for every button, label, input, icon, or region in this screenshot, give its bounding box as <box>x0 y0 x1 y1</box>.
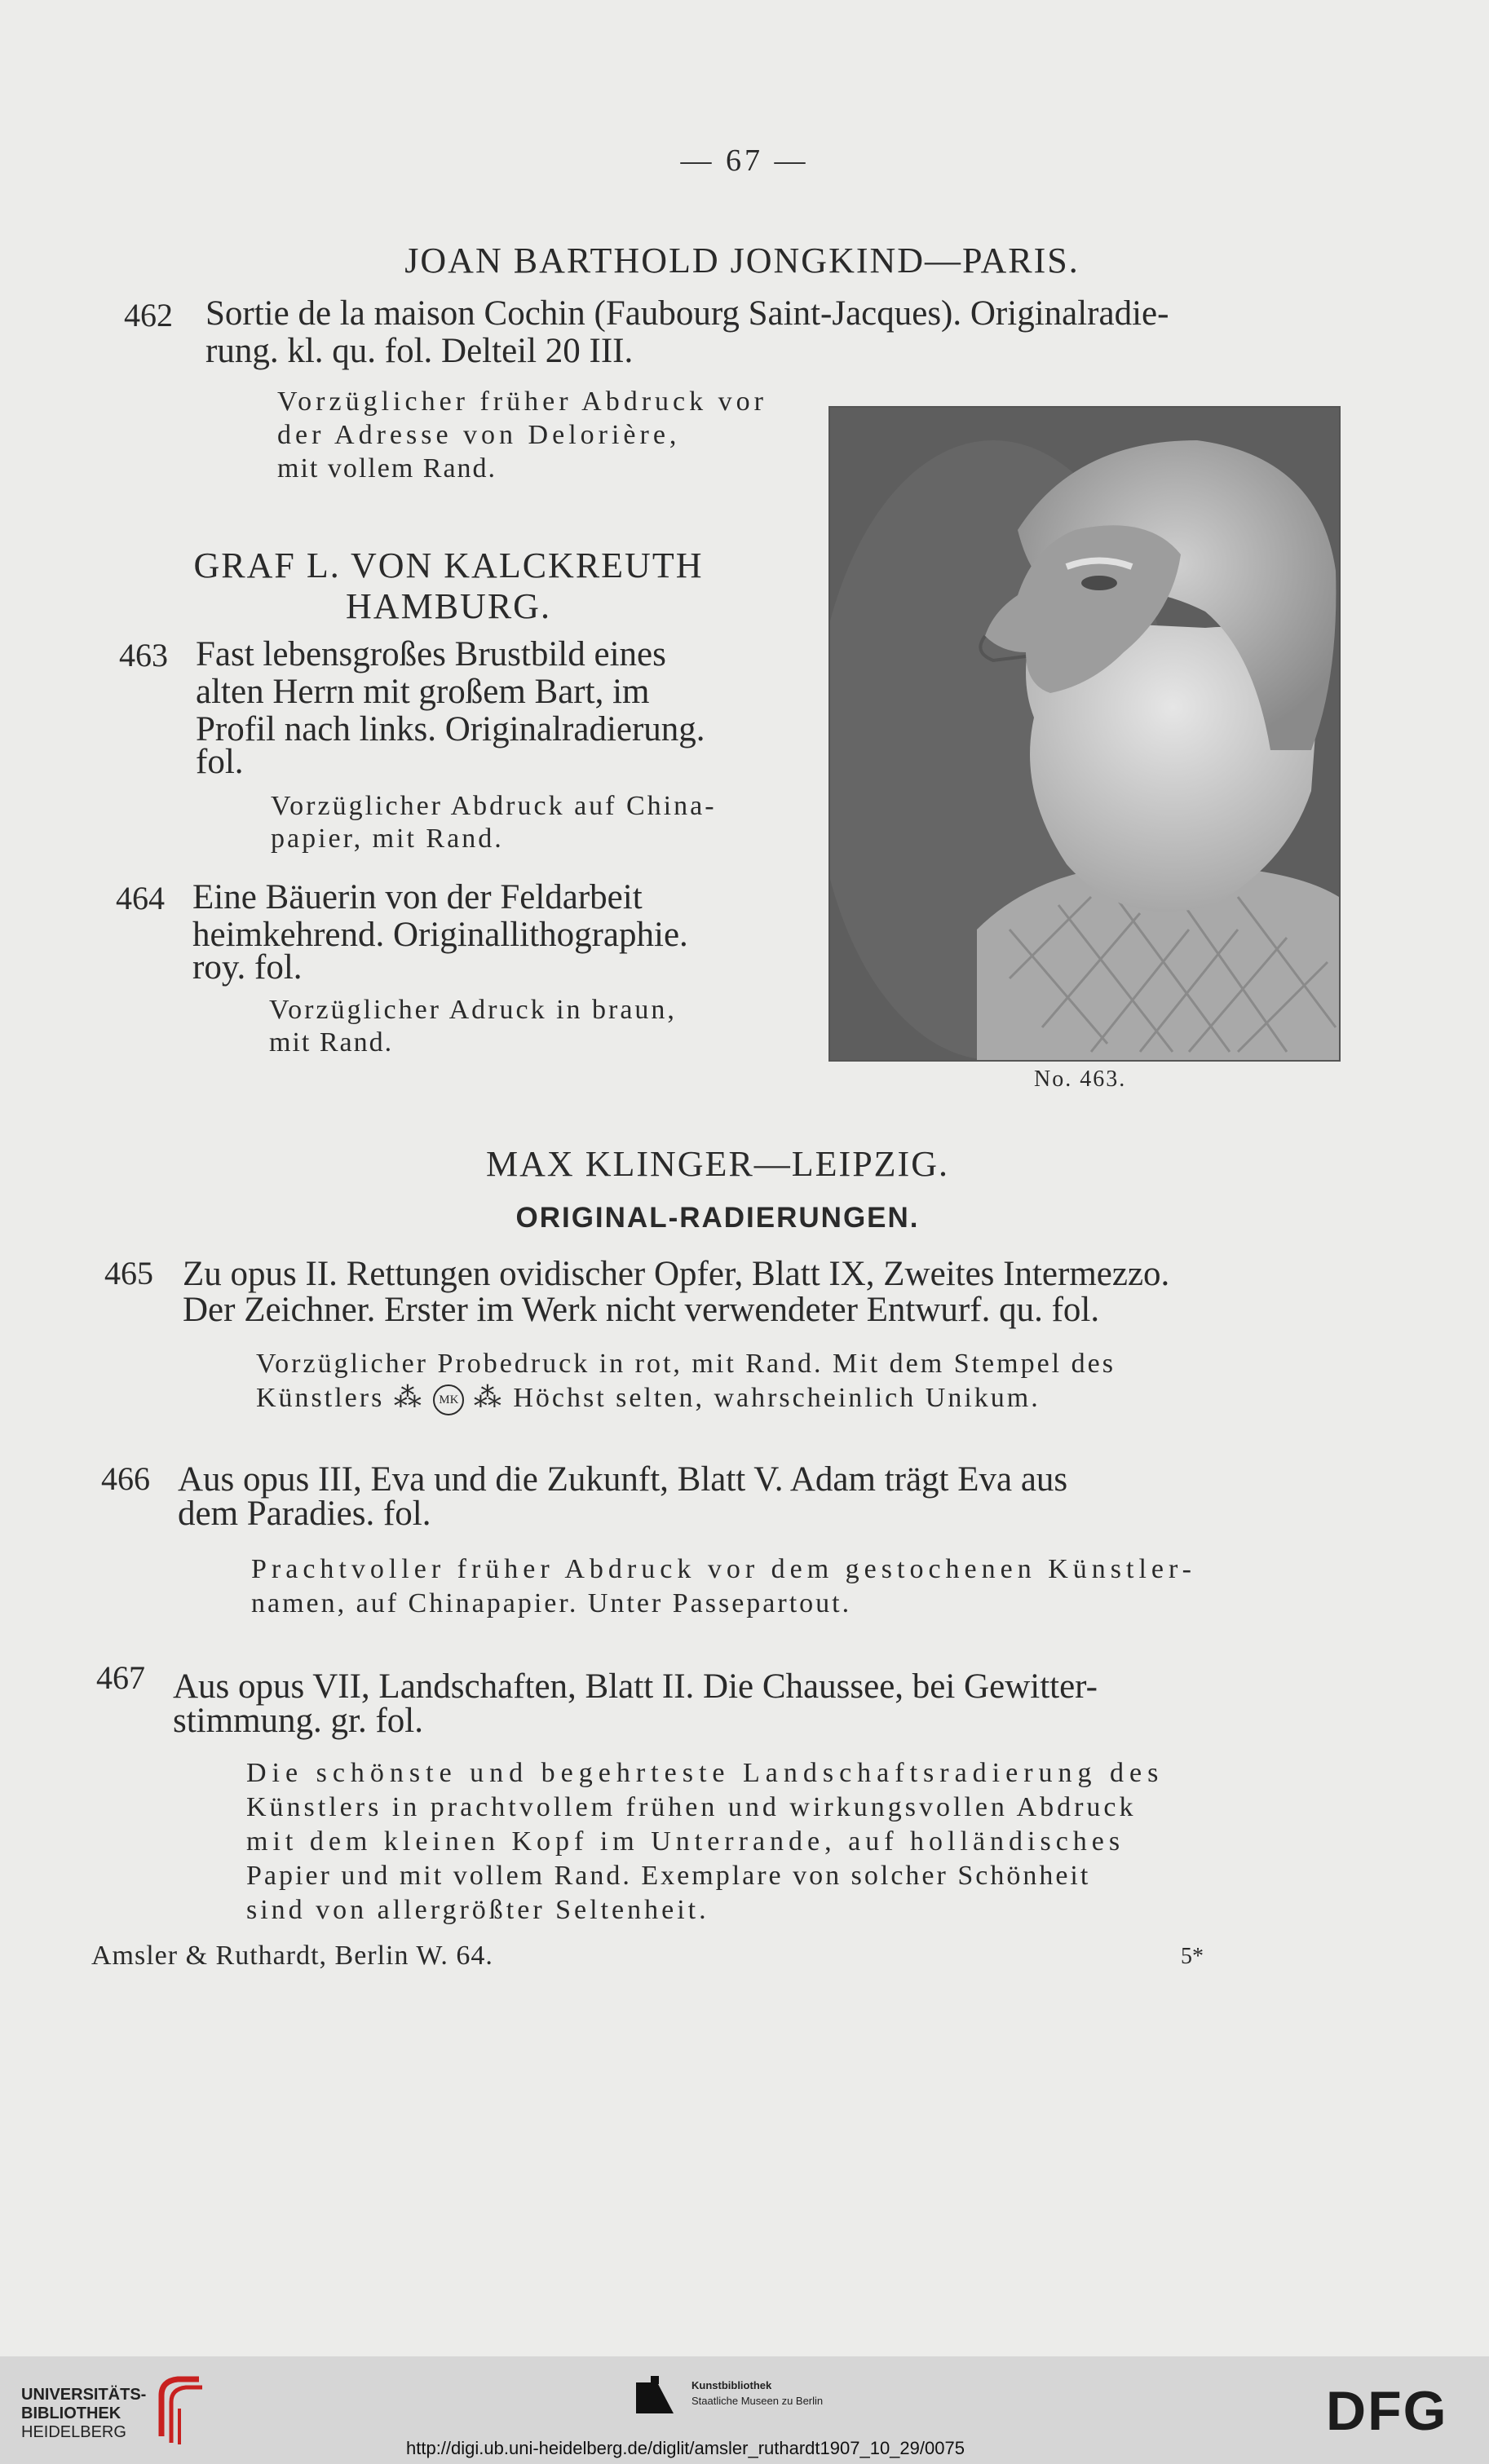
entry-464-note1: Vorzüglicher Adruck in braun, <box>269 995 677 1025</box>
entry-463-line4: fol. <box>196 743 244 781</box>
entry-465-line2: Der Zeichner. Erster im Werk nicht verwendeter Entwurf. qu. fol. <box>183 1291 1100 1329</box>
entry-464-line1: Eine Bäuerin von der Feldarbeit <box>192 878 643 916</box>
entry-463-number: 463 <box>119 637 168 673</box>
entry-467-note4: Papier und mit vollem Rand. Exemplare von solcher Schönheit <box>246 1861 1091 1891</box>
entry-465-note2 <box>256 1381 1041 1415</box>
entry-467-note1: Die schönste und begehrteste Landschaftsradierung des <box>246 1758 1164 1788</box>
entry-467-line2: stimmung. gr. fol. <box>173 1702 423 1740</box>
kunstbibliothek-line1: Kunstbibliothek <box>691 2379 772 2391</box>
entry-465-note2-end: ⁂ Höchst selten, wahrscheinlich Unikum. <box>473 1383 1041 1413</box>
entry-463-line3: Profil nach links. Originalradierung. <box>196 710 705 748</box>
portrait-illustration <box>830 408 1339 1060</box>
viewer-bottom-bar <box>0 2356 1489 2464</box>
entry-466-note1: Prachtvoller früher Abdruck vor dem gestochenen Künstler- <box>251 1554 1196 1584</box>
dfg-logo[interactable]: DFG <box>1326 2380 1448 2442</box>
entry-463-line2: alten Herrn mit großem Bart, im <box>196 673 650 711</box>
artist-stamp-icon: MK <box>433 1384 464 1415</box>
entry-464-line2: heimkehrend. Originallithographie. <box>192 916 688 954</box>
entry-464-number: 464 <box>116 880 165 916</box>
entry-464-note2: mit Rand. <box>269 1027 394 1058</box>
entry-467-note2: Künstlers in prachtvollem frühen und wirkungsvollen Abdruck <box>246 1792 1137 1822</box>
entry-466-line2: dem Paradies. fol. <box>178 1495 431 1533</box>
kunstbibliothek-line2: Staatliche Museen zu Berlin <box>691 2395 824 2407</box>
entry-465-note1: Vorzüglicher Probedruck in rot, mit Rand. Mit dem Stempel des <box>256 1349 1116 1379</box>
entry-466-number: 466 <box>101 1460 150 1497</box>
entry-467-note3: mit dem kleinen Kopf im Unterrande, auf holländisches <box>246 1826 1125 1857</box>
entry-467-line1: Aus opus VII, Landschaften, Blatt II. Die Chaussee, bei Gewitter- <box>173 1667 1098 1706</box>
entry-464-line3: roy. fol. <box>192 948 303 987</box>
entry-462-line1: Sortie de la maison Cochin (Faubourg Saint-Jacques). Originalradie- <box>205 294 1169 333</box>
kunstbibliothek-logo-icon <box>634 2374 675 2415</box>
uni-logo-line1: UNIVERSITÄTS- <box>21 2386 147 2404</box>
permalink-url[interactable]: http://digi.ub.uni-heidelberg.de/diglit/amsler_ruthardt1907_10_29/0075 <box>406 2438 965 2458</box>
section-heading-kalckreuth-line2: HAMBURG. <box>346 586 551 626</box>
section-heading-jongkind: JOAN BARTHOLD JONGKIND—PARIS. <box>404 241 1080 280</box>
entry-466-line1: Aus opus III, Eva und die Zukunft, Blatt V. Adam trägt Eva aus <box>178 1460 1068 1499</box>
entry-462-line2: rung. kl. qu. fol. Delteil 20 III. <box>205 332 634 370</box>
figure-caption: No. 463. <box>1034 1066 1127 1092</box>
entry-462-number: 462 <box>124 297 173 333</box>
entry-463-line1: Fast lebensgroßes Brustbild eines <box>196 635 666 673</box>
entry-463-note1: Vorzüglicher Abdruck auf China- <box>271 791 717 821</box>
page-number: — 67 — <box>680 144 809 178</box>
entry-462-note2: der Adresse von Delorière, <box>277 420 681 450</box>
entry-465-number: 465 <box>104 1255 153 1292</box>
signature-mark: 5* <box>1181 1944 1204 1969</box>
entry-465-note2-start: Künstlers ⁂ <box>256 1383 424 1413</box>
entry-467-number: 467 <box>96 1659 145 1696</box>
entry-467-note5: sind von allergrößter Seltenheit. <box>246 1895 709 1925</box>
uni-logo-line3: HEIDELBERG <box>21 2423 126 2441</box>
section-subheading-original-radierungen: ORIGINAL-RADIERUNGEN. <box>515 1202 920 1234</box>
section-heading-klinger: MAX KLINGER—LEIPZIG. <box>486 1144 949 1184</box>
entry-466-note2: namen, auf Chinapapier. Unter Passepartout. <box>251 1588 852 1618</box>
uni-logo-line2: BIBLIOTHEK <box>21 2404 122 2422</box>
entry-462-note1: Vorzüglicher früher Abdruck vor <box>277 386 767 417</box>
section-heading-kalckreuth-line1: GRAF L. VON KALCKREUTH <box>193 545 704 585</box>
publisher-footer: Amsler & Ruthardt, Berlin W. 64. <box>91 1941 493 1971</box>
uni-heidelberg-emblem-icon <box>153 2371 205 2449</box>
portrait-drawing <box>830 408 1339 1060</box>
entry-462-note3: mit vollem Rand. <box>277 453 497 484</box>
kunstbibliothek-label[interactable] <box>691 2378 823 2409</box>
entry-463-note2: papier, mit Rand. <box>271 824 504 854</box>
entry-465-line1: Zu opus II. Rettungen ovidischer Opfer, Blatt IX, Zweites Intermezzo. <box>183 1255 1170 1293</box>
uni-heidelberg-logo[interactable] <box>21 2386 146 2442</box>
